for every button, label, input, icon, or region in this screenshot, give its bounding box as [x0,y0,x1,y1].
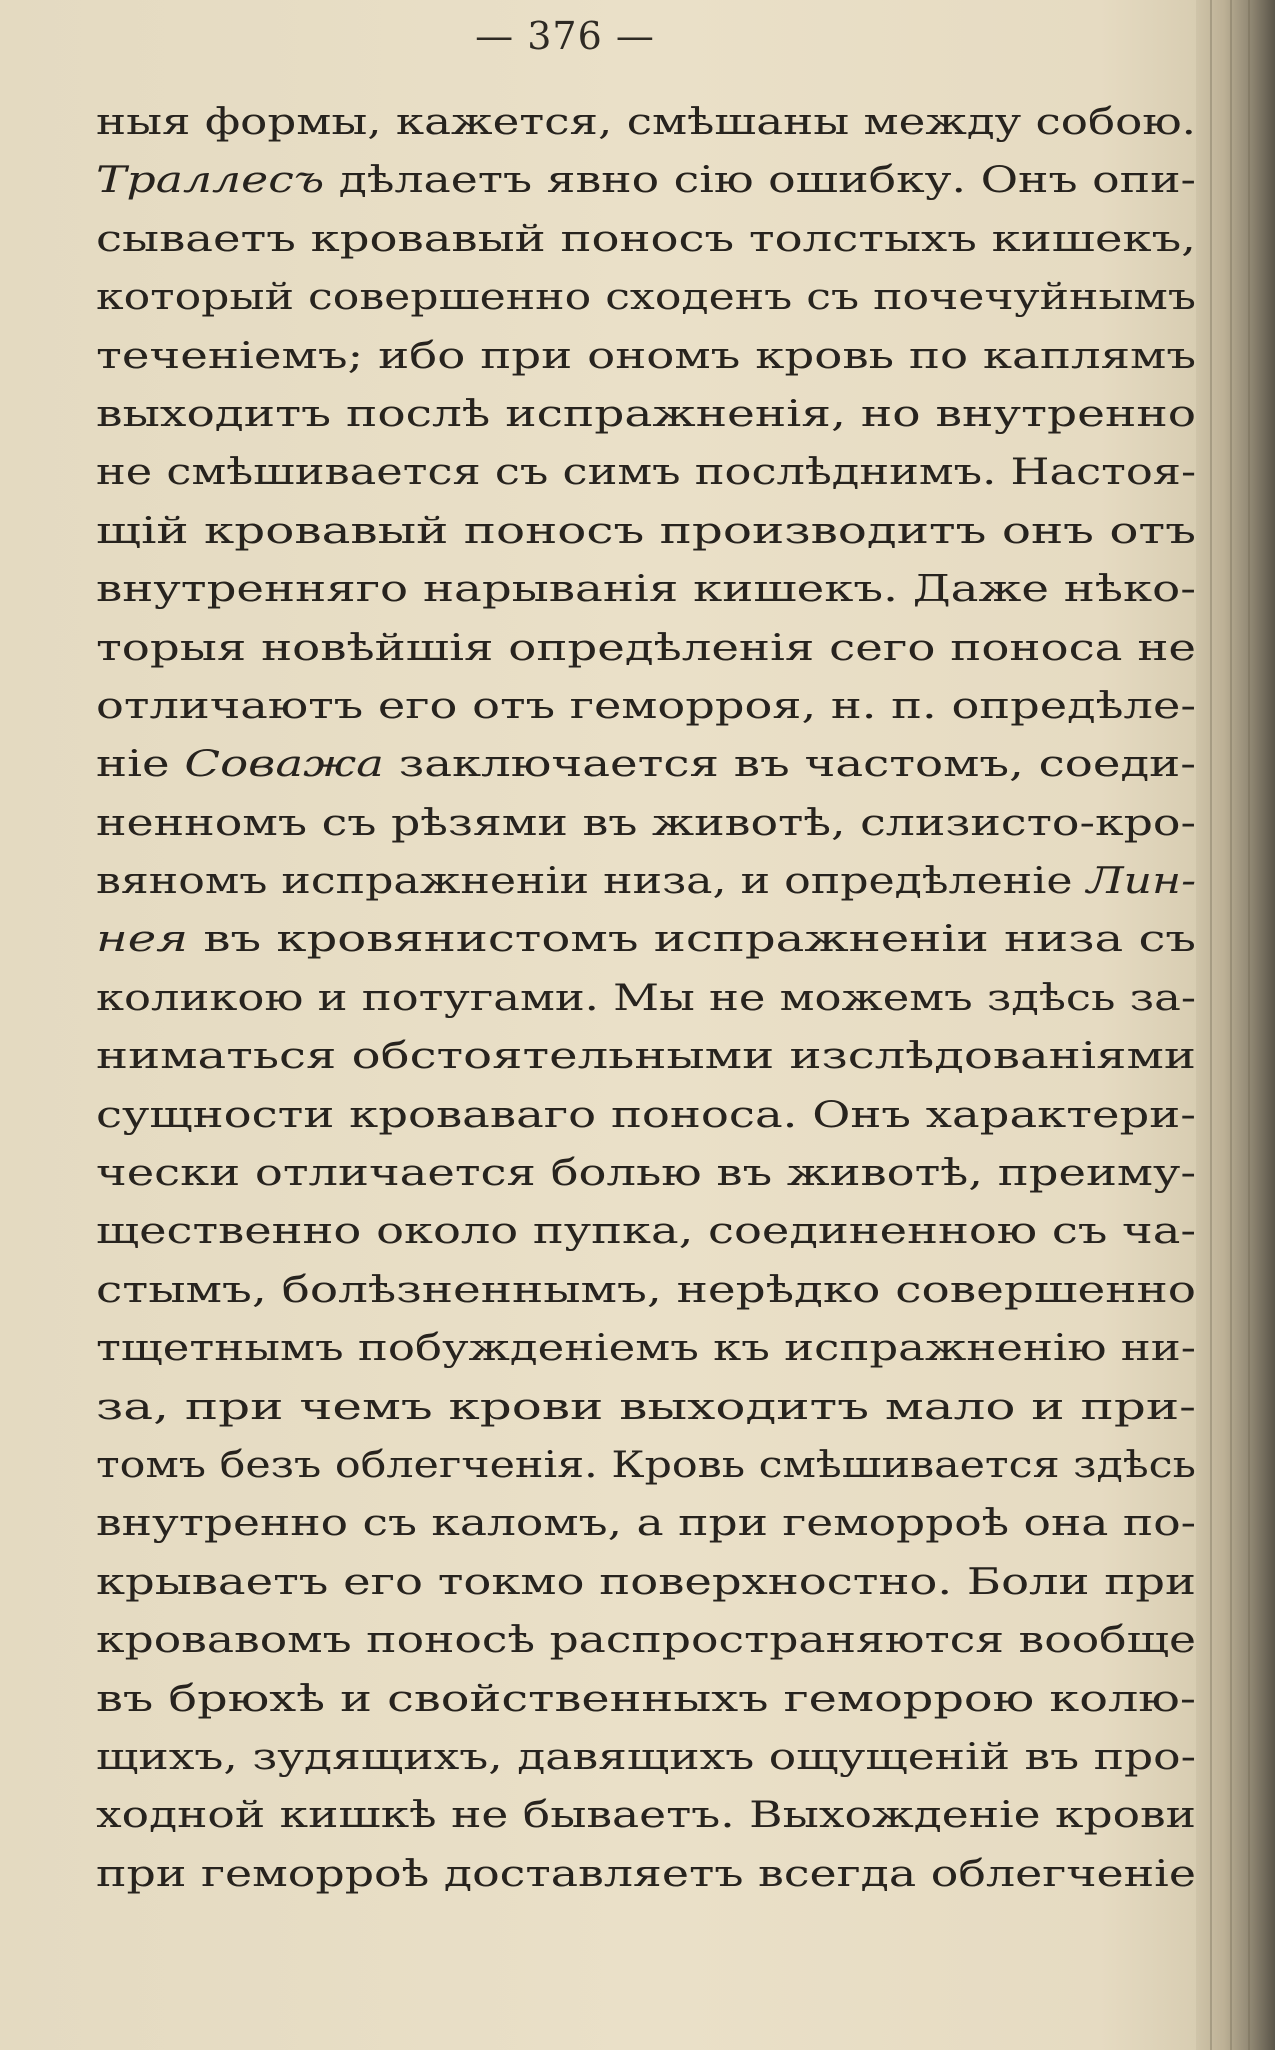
text-span: внутренняго нарыванія кишекъ. Даже нѣко- [96,569,1196,611]
text-line [96,561,1196,619]
text-span: дѣлаетъ явно сію ошибку. Онъ опи- [324,160,1196,202]
text-span: тщетнымъ побужденіемъ къ испражненію ни- [96,1328,1196,1370]
text-line-content [96,911,1196,969]
text-span: ходной кишкѣ не бываетъ. Выхожденіе крови [96,1795,1196,1837]
text-line-content [96,1554,1196,1612]
text-span: вяномъ испражненіи низа, и опредѣленіе [96,861,1087,903]
text-line-content [96,328,1196,386]
text-span: заключается въ частомъ, соеди- [383,744,1196,786]
text-line [96,736,1196,794]
text-line-content [96,1087,1196,1145]
text-span: ныя формы, кажется, смѣшаны между собою. [96,102,1196,143]
edge-line [1248,0,1250,2050]
text-line-content [96,795,1196,853]
text-span: ніе [96,744,185,786]
text-line-content [96,1495,1196,1553]
text-line [96,328,1196,386]
text-span: не смѣшивается съ симъ послѣднимъ. Настоя- [96,452,1196,494]
text-span: щихъ, зудящихъ, давящихъ ощущеній въ про- [96,1736,1196,1778]
text-line [96,1437,1196,1495]
italic-name: Лин- [1086,861,1196,903]
text-line [96,444,1196,502]
text-line-content [96,1612,1196,1670]
text-line-content [96,1379,1196,1437]
text-span: въ кровянистомъ испражненіи низа съ [188,919,1196,961]
text-span: ниматься обстоятельными изслѣдованіями [96,1036,1196,1078]
text-line [96,1671,1196,1729]
text-span: который совершенно сходенъ съ почечуйнымъ [96,277,1196,319]
text-line-content [96,561,1196,619]
text-line [96,1320,1196,1378]
text-span: ненномъ съ рѣзями въ животѣ, слизисто-кро- [96,802,1196,844]
edge-line [1210,0,1212,2050]
text-span: щій кровавый поносъ производитъ онъ отъ [96,510,1196,552]
text-line-content [96,970,1196,1028]
text-span: за, при чемъ крови выходитъ мало и при- [96,1386,1196,1428]
text-span: щественно около пупка, соединенною съ ча- [96,1211,1196,1253]
text-line [96,620,1196,678]
text-line-content [96,1846,1196,1904]
text-line-content [96,1203,1196,1261]
text-line-content [96,620,1196,678]
text-line [96,1087,1196,1145]
text-line [96,94,1196,152]
text-span: сущности кроваваго поноса. Онъ характери- [96,1094,1196,1136]
text-line [96,911,1196,969]
text-line-content [96,269,1196,327]
italic-name: нея [96,919,189,961]
text-span: въ брюхѣ и свойственныхъ геморрою колю- [96,1678,1196,1720]
page-number: — 376 — [475,14,655,58]
text-line-content [96,152,1196,210]
text-line-content [96,736,1196,794]
text-line [96,795,1196,853]
text-line [96,269,1196,327]
text-line-content [96,503,1196,561]
text-span: внутренно съ каломъ, а при геморроѣ она по- [96,1503,1196,1545]
text-line-content [96,1787,1196,1845]
italic-name: Соважа [184,744,384,786]
text-line-content [96,1437,1196,1495]
text-line [96,1846,1196,1904]
text-span: чески отличается болью въ животѣ, преиму- [96,1153,1196,1195]
page-edge [1196,0,1275,2050]
text-line-content [96,94,1196,152]
text-line [96,678,1196,736]
text-line [96,1787,1196,1845]
text-line [96,1028,1196,1086]
text-line-content [96,853,1196,911]
text-line [96,1203,1196,1261]
text-span: отличаютъ его отъ геморроя, н. п. опредѣле- [96,685,1196,727]
text-span: стымъ, болѣзненнымъ, нерѣдко совершенно [96,1269,1196,1311]
text-line-content [96,678,1196,736]
text-line [96,1379,1196,1437]
text-line [96,853,1196,911]
text-line-content [96,1320,1196,1378]
text-line-content [96,386,1196,444]
text-span: при геморроѣ доставляетъ всегда облегченіе [96,1853,1196,1895]
text-span: выходитъ послѣ испражненія, но внутренно [96,393,1196,435]
text-span: коликою и потугами. Мы не можемъ здѣсь за- [96,977,1196,1019]
text-line-content [96,1145,1196,1203]
text-line [96,211,1196,269]
text-line [96,152,1196,210]
text-line [96,503,1196,561]
text-span: крываетъ его токмо поверхностно. Боли при [96,1561,1196,1603]
text-line [96,1729,1196,1787]
text-line-content [96,1671,1196,1729]
text-line-content [96,1729,1196,1787]
text-span: сываетъ кровавый поносъ толстыхъ кишекъ, [96,218,1196,260]
text-line [96,1554,1196,1612]
text-line-content [96,444,1196,502]
text-line-content [96,1028,1196,1086]
text-line [96,386,1196,444]
body-text [96,94,1196,1904]
edge-line [1230,0,1232,2050]
text-span: теченіемъ; ибо при ономъ кровь по каплямъ [96,335,1196,377]
text-span: кровавомъ поносѣ распространяются вообще [96,1620,1196,1662]
text-span: томъ безъ облегченія. Кровь смѣшивается здѣсь [96,1444,1196,1486]
text-line [96,1262,1196,1320]
italic-name: Траллесъ [96,160,325,202]
text-line [96,1612,1196,1670]
text-line-content [96,211,1196,269]
text-span: торыя новѣйшія опредѣленія сего поноса не [96,627,1196,669]
text-line [96,1145,1196,1203]
text-line [96,970,1196,1028]
text-line-content [96,1262,1196,1320]
text-line [96,1495,1196,1553]
